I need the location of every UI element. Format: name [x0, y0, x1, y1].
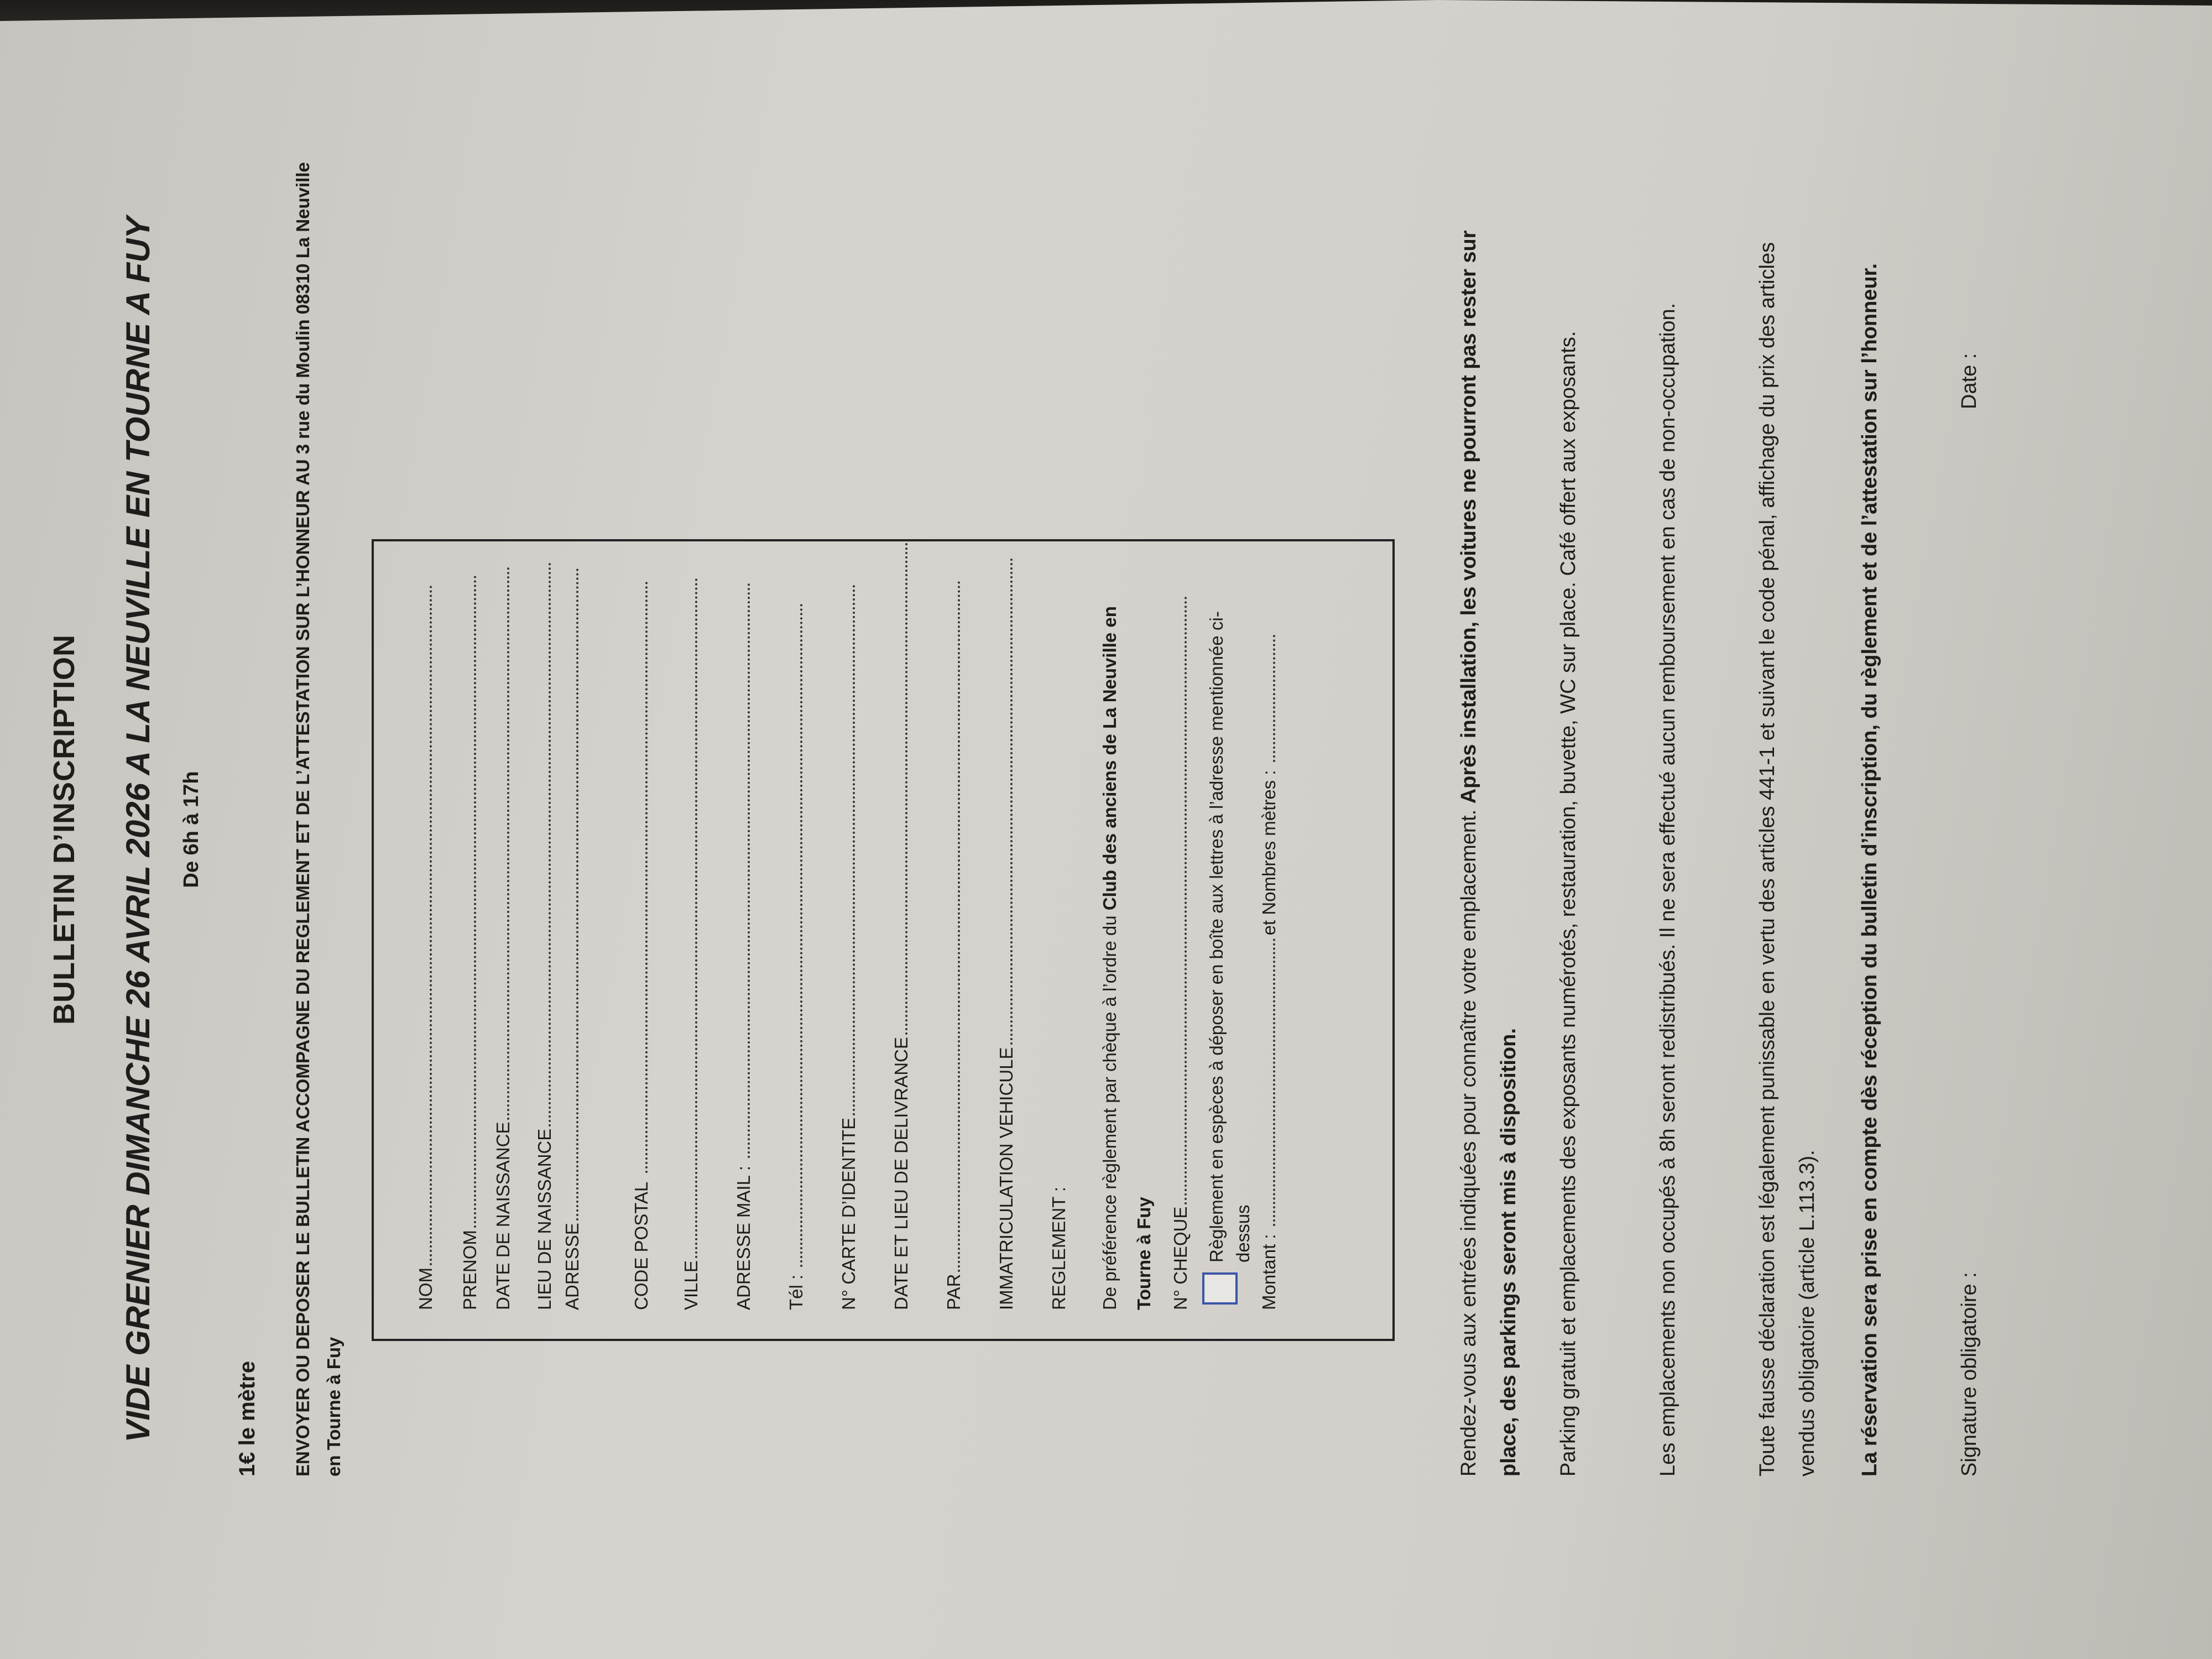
- signature-label: Signature obligatoire :: [1958, 1272, 1981, 1477]
- field-label: N° CARTE D’IDENTITE: [838, 1117, 859, 1310]
- field-nom[interactable]: [415, 585, 436, 1310]
- field-num-cheque[interactable]: [1170, 596, 1191, 1310]
- info-paragraph-reservation: La réservation sera prise en compte dès réception du bulletin d’inscription, du règlement et de l’attestation sur l’honneur.: [1858, 263, 1881, 1477]
- field-label: Tél :: [786, 1274, 806, 1310]
- field-label-metres: et Nombres mètres :: [1259, 770, 1279, 936]
- field-label: LIEU DE NAISSANCE: [534, 1128, 555, 1310]
- field-code-postal[interactable]: [631, 581, 652, 1310]
- info-paragraph-parking: Parking gratuit et emplacements des exposants numérotés, restauration, buvette, WC sur place. Café offert aux exposants.: [1557, 331, 1580, 1477]
- field-date-lieu-delivrance[interactable]: [891, 542, 912, 1310]
- field-label: VILLE: [681, 1260, 701, 1310]
- field-label: DATE DE NAISSANCE: [493, 1121, 513, 1310]
- field-prenom[interactable]: [460, 575, 481, 1310]
- field-adresse-mail[interactable]: [733, 583, 754, 1310]
- event-title: VIDE GRENIER DIMANCHE 26 AVRIL 2026 A LA NEUVILLE EN TOURNE A FUY: [119, 216, 156, 1443]
- field-label: ADRESSE MAIL :: [733, 1165, 754, 1310]
- field-label: ADRESSE: [562, 1223, 582, 1310]
- event-hours: De 6h à 17h: [180, 771, 203, 888]
- field-label: NOM: [415, 1267, 436, 1310]
- field-label: Montant :: [1259, 1234, 1279, 1310]
- price-per-meter: 1€ le mètre: [235, 1360, 259, 1477]
- registration-form: [372, 539, 1395, 1341]
- field-tel[interactable]: [786, 603, 807, 1310]
- date-label: Date :: [1958, 353, 1981, 409]
- field-label: PAR: [943, 1274, 964, 1310]
- field-label: IMMATRICULATION VEHICULE: [996, 1047, 1016, 1310]
- submission-instructions: ENVOYER OU DEPOSER LE BULLETIN ACCOMPAGNE DU REGLEMENT ET DE L’ATTESTATION SUR L’HONNEUR AU 3 rue du Moulin 08310 La Neuville en Tourne à Fuy: [293, 162, 344, 1477]
- field-immatriculation[interactable]: [996, 559, 1017, 1311]
- info-paragraph-legal: Toute fausse déclaration est légalement punissable en vertu des articles 441-1 et suivant le code pénal, affichage du prix des articles vendus obligatoire (article L.113.3).: [1756, 242, 1819, 1477]
- cash-payment-checkbox[interactable]: [1202, 1272, 1238, 1305]
- field-label: DATE ET LIEU DE DELIVRANCE: [891, 1037, 911, 1310]
- field-carte-identite[interactable]: [838, 585, 859, 1310]
- info-paragraph-arrival: Rendez-vous aux entrées indiquées pour connaître votre emplacement. Après installation, les voitures ne pourront pas rester sur place, des parkings seront mis à disposition.: [1457, 230, 1520, 1477]
- field-date-naissance[interactable]: [493, 567, 514, 1310]
- field-label: N° CHEQUE: [1170, 1206, 1191, 1310]
- page-title: BULLETIN D’INSCRIPTION: [48, 634, 81, 1025]
- cheque-payment-note: De préférence règlement par chèque à l’ordre du Club des anciens de La Neuville en Tourne à Fuy: [1099, 606, 1154, 1310]
- field-label: PRENOM: [460, 1230, 480, 1310]
- field-label: REGLEMENT :: [1048, 1186, 1069, 1310]
- field-montant[interactable]: [1259, 635, 1280, 1311]
- info-paragraph-redistribution: Les emplacements non occupés à 8h seront redistribués. Il ne sera effectué aucun remboursement en cas de non-occupation.: [1656, 302, 1679, 1477]
- field-par[interactable]: [943, 581, 964, 1310]
- field-lieu-naissance[interactable]: [534, 562, 555, 1310]
- cash-payment-note: Règlement en espèces à déposer en boîte aux lettres à l’adresse mentionnée ci-dessus: [1206, 611, 1253, 1262]
- field-reglement: [1048, 1187, 1070, 1310]
- field-adresse[interactable]: [562, 568, 583, 1310]
- field-ville[interactable]: [681, 578, 702, 1310]
- field-label: CODE POSTAL: [631, 1181, 651, 1310]
